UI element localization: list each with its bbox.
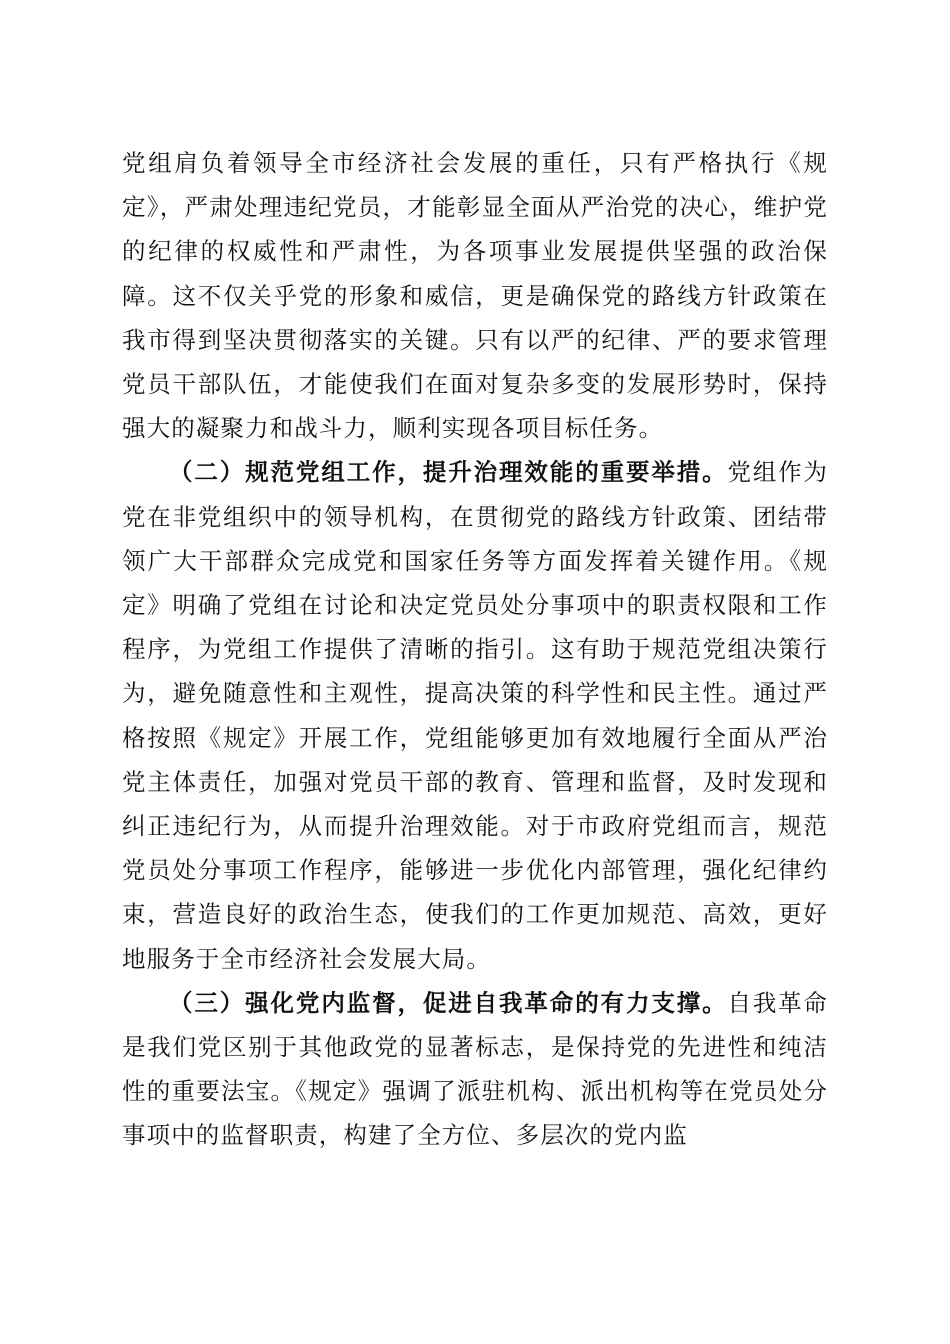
paragraph-2 [122,450,828,980]
paragraph-1-text: 党组肩负着领导全市经济社会发展的重任，只有严格执行《规定》，严肃处理违纪党员，才能彰显全面从严治党的决心，维护党的纪律的权威性和严肃性，为各项事业发展提供坚强的政治保障。这不仅关乎党的形象和威信，更是确保党的路线方针政策在我市得到坚决贯彻落实的关键。只有以严的纪律、严的要求管理党员干部队伍，才能使我们在面对复杂多变的发展形势时，保持强大的凝聚力和战斗力，顺利实现各项目标任务。 [122,149,828,443]
paragraph-2-text: 党组作为党在非党组织中的领导机构，在贯彻党的路线方针政策、团结带领广大干部群众完成党和国家任务等方面发挥着关键作用。《规定》明确了党组在讨论和决定党员处分事项中的职责权限和工作程序，为党组工作提供了清晰的指引。这有助于规范党组决策行为，避免随意性和主观性，提高决策的科学性和民主性。通过严格按照《规定》开展工作，党组能够更加有效地履行全面从严治党主体责任，加强对党员干部的教育、管理和监督，及时发现和纠正违纪行为，从而提升治理效能。对于市政府党组而言，规范党员处分事项工作程序，能够进一步优化内部管理，强化纪律约束，营造良好的政治生态，使我们的工作更加规范、高效，更好地服务于全市经济社会发展大局。 [122,458,828,973]
paragraph-3-text: 自我革命是我们党区别于其他政党的显著标志，是保持党的先进性和纯洁性的重要法宝。《规定》强调了派驻机构、派出机构等在党员处分事项中的监督职责，构建了全方位、多层次的党内监 [122,988,828,1150]
document-body [122,141,828,1158]
paragraph-3 [122,981,828,1158]
paragraph-1 [122,141,828,450]
section-heading-3: （三）强化党内监督，促进自我革命的有力支撑。 [169,988,728,1017]
section-heading-2: （二）规范党组工作，提升治理效能的重要举措。 [169,458,728,487]
